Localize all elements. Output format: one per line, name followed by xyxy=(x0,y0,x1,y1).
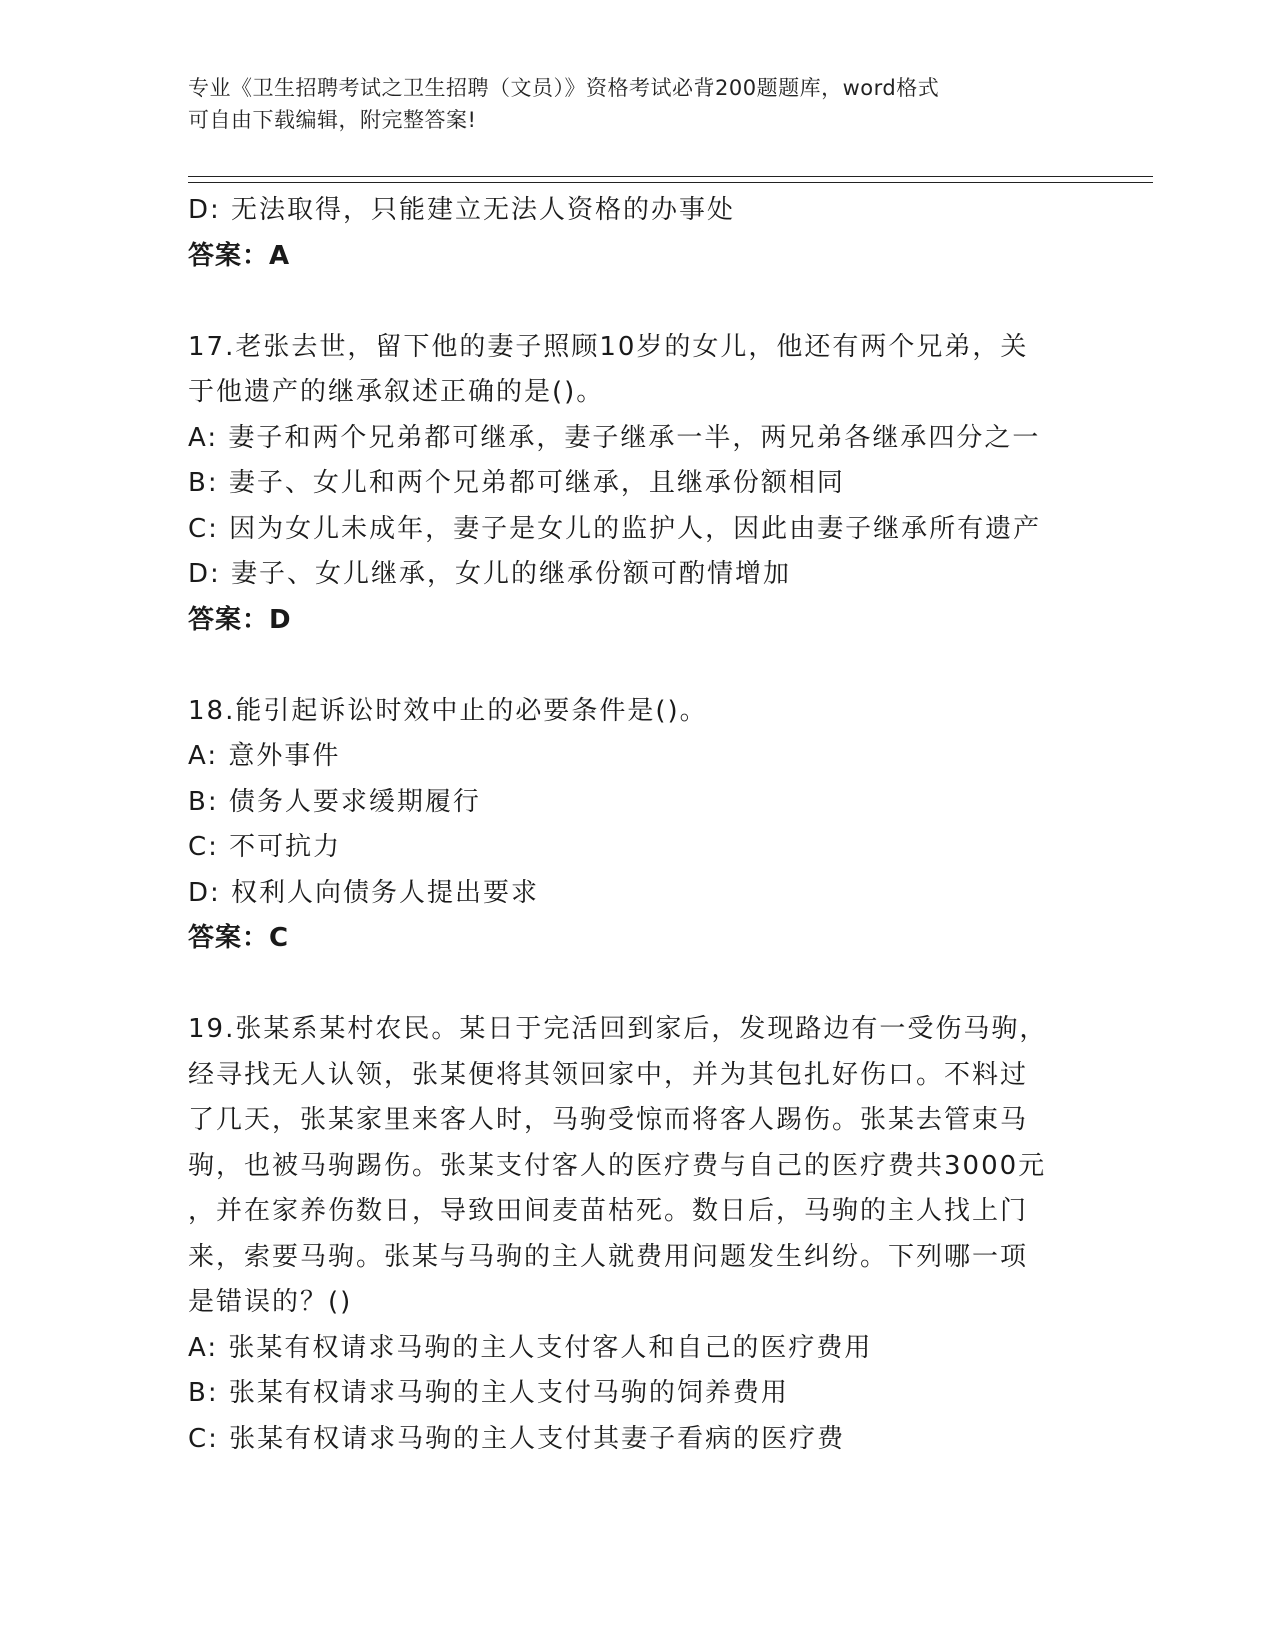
header-line-1: 专业《卫生招聘考试之卫生招聘（文员）》资格考试必背200题题库，word格式 xyxy=(188,76,940,100)
spacer xyxy=(188,643,1088,689)
q17-option-d: D: 妻子、女儿继承，女儿的继承份额可酌情增加 xyxy=(188,559,792,589)
q16-answer: 答案：A xyxy=(188,240,291,271)
q18-answer: 答案：C xyxy=(188,923,290,953)
q17-answer: 答案：D xyxy=(188,604,292,635)
q18-option-c: C: 不可抗力 xyxy=(188,832,342,862)
q19-stem-line: 经寻找无人认领，张某便将其领回家中，并为其包扎好伤口。不料过 xyxy=(188,1059,1029,1090)
question-18 xyxy=(188,689,1088,962)
header-rule-top xyxy=(188,176,1153,177)
spacer xyxy=(188,962,1088,1008)
q18-option-d: D: 权利人向债务人提出要求 xyxy=(188,877,540,908)
q19-option-a: A: 张某有权请求马驹的主人支付客人和自己的医疗费用 xyxy=(188,1332,873,1363)
q17-option-a: A: 妻子和两个兄弟都可继承，妻子继承一半，两兄弟各继承四分之一 xyxy=(188,422,1041,453)
question-17 xyxy=(188,325,1088,644)
header-line-2: 可自由下载编辑，附完整答案! xyxy=(188,108,477,132)
spacer xyxy=(188,279,1088,325)
document-body xyxy=(188,188,1088,1462)
document-header xyxy=(188,72,1068,136)
header-rule-bottom xyxy=(188,182,1153,183)
q18-option-b: B: 债务人要求缓期履行 xyxy=(188,786,481,817)
q17-stem-line: 17.老张去世，留下他的妻子照顾10岁的女儿，他还有两个兄弟，关 xyxy=(188,331,1029,362)
q18-option-a: A: 意外事件 xyxy=(188,741,341,771)
q19-stem-line: 是错误的？() xyxy=(188,1287,353,1317)
q19-option-c: C: 张某有权请求马驹的主人支付其妻子看病的医疗费 xyxy=(188,1423,846,1454)
q17-stem-line: 于他遗产的继承叙述正确的是()。 xyxy=(188,377,605,407)
q17-option-c: C: 因为女儿未成年，妻子是女儿的监护人，因此由妻子继承所有遗产 xyxy=(188,513,1042,544)
q19-stem-line: 来，索要马驹。张某与马驹的主人就费用问题发生纠纷。下列哪一项 xyxy=(188,1241,1029,1272)
q17-option-b: B: 妻子、女儿和两个兄弟都可继承，且继承份额相同 xyxy=(188,468,845,498)
q19-option-b: B: 张某有权请求马驹的主人支付马驹的饲养费用 xyxy=(188,1378,789,1408)
q18-stem-line: 18.能引起诉讼时效中止的必要条件是()。 xyxy=(188,695,708,726)
q19-stem-line: 了几天，张某家里来客人时，马驹受惊而将客人踢伤。张某去管束马 xyxy=(188,1105,1029,1135)
q19-stem-line: ，并在家养伤数日，导致田间麦苗枯死。数日后，马驹的主人找上门 xyxy=(188,1196,1029,1226)
q19-stem-line: 19.张某系某村农民。某日于完活回到家后，发现路边有一受伤马驹， xyxy=(188,1014,1048,1044)
q16-option-d: D: 无法取得，只能建立无法人资格的办事处 xyxy=(188,195,736,225)
question-19 xyxy=(188,1007,1088,1462)
q19-stem-line: 驹，也被马驹踢伤。张某支付客人的医疗费与自己的医疗费共3000元 xyxy=(188,1150,1047,1181)
